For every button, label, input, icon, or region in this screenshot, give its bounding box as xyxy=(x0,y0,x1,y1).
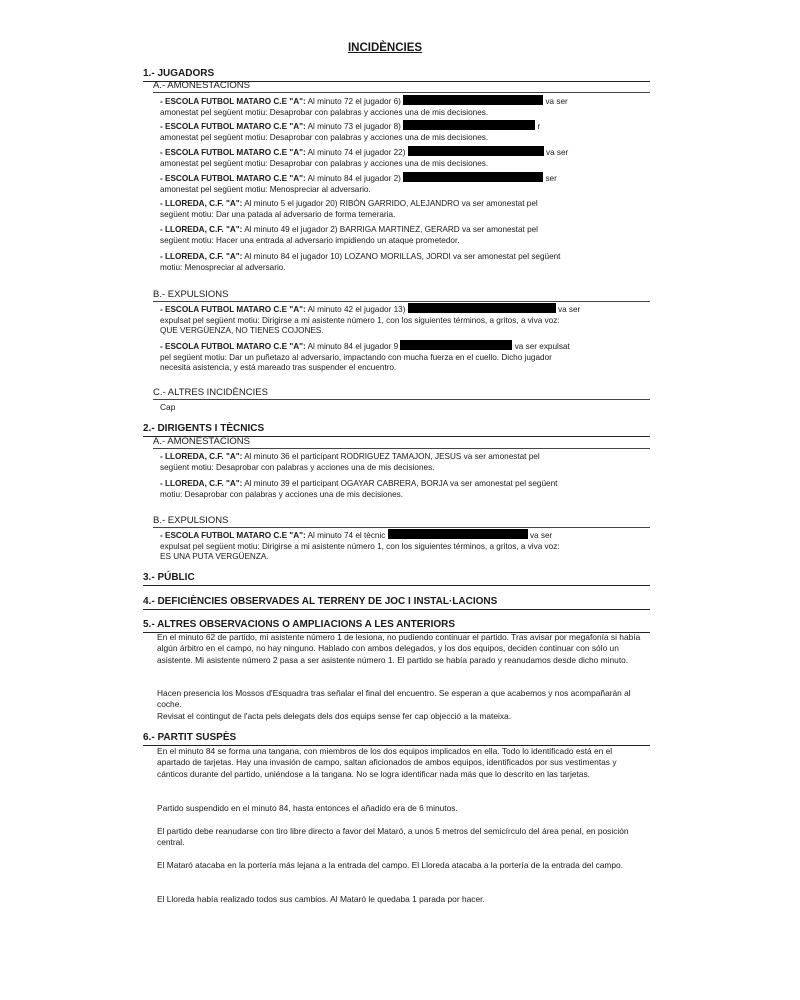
entry-reason-cont: ES UNA PUTA VERGÜENZA. xyxy=(160,552,269,562)
entry-team: - LLOREDA, C.F. "A": xyxy=(160,199,243,208)
entry-reason-cont: QUE VERGÜENZA, NO TIENES COJONES. xyxy=(160,326,324,336)
entry-team: - ESCOLA FUTBOL MATARO C.E "A": xyxy=(160,97,306,106)
section-deficiencies-heading: 4.- DEFICIÈNCIES OBSERVADES AL TERRENY DE JOC I INSTAL·LACIONS xyxy=(143,596,650,610)
section-dirigents-heading: 2.- DIRIGENTS I TÈCNICS xyxy=(143,423,650,437)
entry-reason: amonestat pel següent motiu: Desaprobar con palabras y acciones una de mis decisiones. xyxy=(160,132,489,142)
redaction-block xyxy=(400,340,512,350)
entry-text-tail: va ser xyxy=(557,305,581,314)
list-item xyxy=(160,120,640,143)
entry-text-tail: ser xyxy=(545,174,557,183)
dirigents-expulsions-heading: B.- EXPULSIONS xyxy=(153,515,650,528)
entry-team: - LLOREDA, C.F. "A": xyxy=(160,452,243,461)
redaction-block xyxy=(403,120,535,130)
redaction-block xyxy=(403,172,543,182)
observacions-paragraph: Hacen presencia los Mossos d'Esquadra tras señalar el final del encuentro. Se esperan a que acabemos y nos acompañarán al coche. xyxy=(157,688,631,710)
entry-team: - ESCOLA FUTBOL MATARO C.E "A": xyxy=(160,342,306,351)
suspes-paragraph: Partido suspendido en el minuto 84, hasta entonces el añadido era de 6 minutos. xyxy=(157,803,458,813)
entry-team: - ESCOLA FUTBOL MATARO C.E "A": xyxy=(160,305,306,314)
list-item xyxy=(160,225,640,246)
list-item xyxy=(160,479,640,500)
redaction-block xyxy=(403,95,543,105)
entry-reason: següent motiu: Dar una patada al adversario de forma temeraria. xyxy=(160,209,396,219)
entry-reason: amonestat pel següent motiu: Desaprobar con palabras y acciones una de mis decisiones. xyxy=(160,107,489,117)
redaction-block xyxy=(388,529,528,539)
entry-team: - ESCOLA FUTBOL MATARO C.E "A": xyxy=(160,148,306,157)
entry-reason: expulsat pel següent motiu: Dirigirse a mi asistente número 1, con los siguientes términos, a gritos, a viva voz: xyxy=(160,541,560,551)
list-item xyxy=(160,146,640,169)
entry-text-tail: va ser xyxy=(545,97,568,106)
section-observacions-heading: 5.- ALTRES OBSERVACIONS O AMPLIACIONS A LES ANTERIORS xyxy=(143,619,650,633)
list-item xyxy=(160,303,640,337)
entry-team: - ESCOLA FUTBOL MATARO C.E "A": xyxy=(160,531,306,540)
entry-reason: expulsat pel següent motiu: Dirigirse a mi asistente número 1, con los siguientes términos, a gritos, a viva voz: xyxy=(160,315,560,325)
observacions-paragraph: Revisat el contingut de l'acta pels delegats dels dos equips sense fer cap objecció a la mateixa. xyxy=(157,711,512,721)
entry-text: Al minuto 72 el jugador 6) xyxy=(307,97,401,106)
altres-incidencies-value: Cap xyxy=(160,402,176,412)
entry-text: Al minuto 73 el jugador 8) xyxy=(307,122,401,131)
entry-text-tail: va ser expulsat xyxy=(514,342,570,351)
list-item xyxy=(160,452,640,473)
entry-text: Al minuto 84 el jugador 9 xyxy=(307,342,399,351)
entry-reason: motiu: Desaprobar con palabras y acciones una de mis decisiones. xyxy=(160,489,404,499)
suspes-paragraph: El partido debe reanudarse con tiro libre directo a favor del Mataró, a unos 5 metros del semicírculo del área penal, en posición central. xyxy=(157,826,629,848)
entry-reason-cont: necesita asistencia, y está mareado tras suspender el encuentro. xyxy=(160,363,397,373)
entry-text-tail: r xyxy=(537,122,541,131)
entry-team: - ESCOLA FUTBOL MATARO C.E "A": xyxy=(160,122,306,131)
entry-text: Al minuto 49 el jugador 2) BARRIGA MARTINEZ, GERARD va ser amonestat pel xyxy=(244,225,538,234)
entry-team: - LLOREDA, C.F. "A": xyxy=(160,252,243,261)
suspes-paragraph: En el minuto 84 se forma una tangana, con miembros de los dos equipos implicados en ella. Todo lo identificado está en el apartado de tarjetas. Hay una invasión de campo, saltan aficionados de ambos equipos, identificados por sus vestimentas y cánticos durante del partido, uniéndose a la tangana. No se logra identificar nada más que lo descrito en las tarjetas. xyxy=(157,746,617,779)
entry-text: Al minuto 74 el jugador 22) xyxy=(307,148,406,157)
entry-reason: amonestat pel següent motiu: Menospreciar al adversario. xyxy=(160,184,371,194)
observacions-paragraph: En el minuto 62 de partido, mi asistente número 1 de lesiona, no pudiendo continuar el partido. Tras avisar por megafonía si había algún árbitro en el campo, no hay ninguno. Hablado con ambos delegados, y los dos equipos, deciden continuar con sólo un asistente. Mi asistente número 2 pasa a ser asistente número 1. El partido se había parado y reanudamos desde dicho minuto. xyxy=(157,632,641,665)
entry-text: Al minuto 42 el jugador 13) xyxy=(307,305,406,314)
entry-reason: pel següent motiu: Dar un puñetazo al adversario, impactando con mucha fuerza en el cuello. Dicho jugador xyxy=(160,352,552,362)
section-public-heading: 3.- PÚBLIC xyxy=(143,572,650,586)
entry-text: Al minuto 84 el jugador 2) xyxy=(307,174,401,183)
entry-text-tail: va ser xyxy=(529,531,553,540)
redaction-block xyxy=(408,146,544,156)
list-item xyxy=(160,252,640,273)
list-item xyxy=(160,172,640,195)
entry-text: Al minuto 84 el jugador 10) LOZANO MORILLAS, JORDI va ser amonestat pel següent xyxy=(244,252,561,261)
altres-incidencies-heading: C.- ALTRES INCIDÈNCIES xyxy=(153,387,650,400)
suspes-paragraph: El Mataró atacaba en la portería más lejana a la entrada del campo. El Lloreda atacaba a la portería de la entrada del campo. xyxy=(157,860,624,870)
entry-reason: motiu: Menospreciar al adversario. xyxy=(160,262,286,272)
entry-text: Al minuto 5 el jugador 20) RIBÓN GARRIDO, ALEJANDRO va ser amonestat pel xyxy=(244,199,538,208)
entry-text: Al minuto 39 el participant OGAYAR CABRERA, BORJA va ser amonestat pel següent xyxy=(244,479,558,488)
list-item xyxy=(160,529,640,563)
redaction-block xyxy=(408,303,556,313)
section-partit-suspes-heading: 6.- PARTIT SUSPÈS xyxy=(143,732,650,746)
entry-team: - LLOREDA, C.F. "A": xyxy=(160,225,243,234)
entry-team: - LLOREDA, C.F. "A": xyxy=(160,479,243,488)
entry-reason: següent motiu: Desaprobar con palabras y acciones una de mis decisiones. xyxy=(160,462,435,472)
jugadors-expulsions-heading: B.- EXPULSIONS xyxy=(153,289,650,302)
document-title: INCIDÈNCIES xyxy=(347,42,423,54)
dirigents-amonestacions-heading: A.- AMONESTACIONS xyxy=(153,436,650,449)
list-item xyxy=(160,199,640,220)
entry-reason: següent motiu: Hacer una entrada al adversario impidiendo un ataque prometedor. xyxy=(160,235,460,245)
entry-team: - ESCOLA FUTBOL MATARO C.E "A": xyxy=(160,174,306,183)
section-jugadors-heading: 1.- JUGADORS xyxy=(143,68,650,82)
list-item xyxy=(160,340,640,374)
entry-text: Al minuto 74 el tècnic xyxy=(307,531,386,540)
list-item xyxy=(160,95,640,118)
jugadors-amonestacions-heading: A.- AMONESTACIONS xyxy=(153,80,650,93)
entry-reason: amonestat pel següent motiu: Desaprobar con palabras y acciones una de mis decisiones. xyxy=(160,158,489,168)
suspes-paragraph: El Lloreda había realizado todos sus cambios. Al Mataró le quedaba 1 parada por hacer. xyxy=(157,894,485,904)
entry-text: Al minuto 36 el participant RODRIGUEZ TAMAJON, JESUS va ser amonestat pel xyxy=(244,452,540,461)
entry-text-tail: va ser xyxy=(545,148,569,157)
